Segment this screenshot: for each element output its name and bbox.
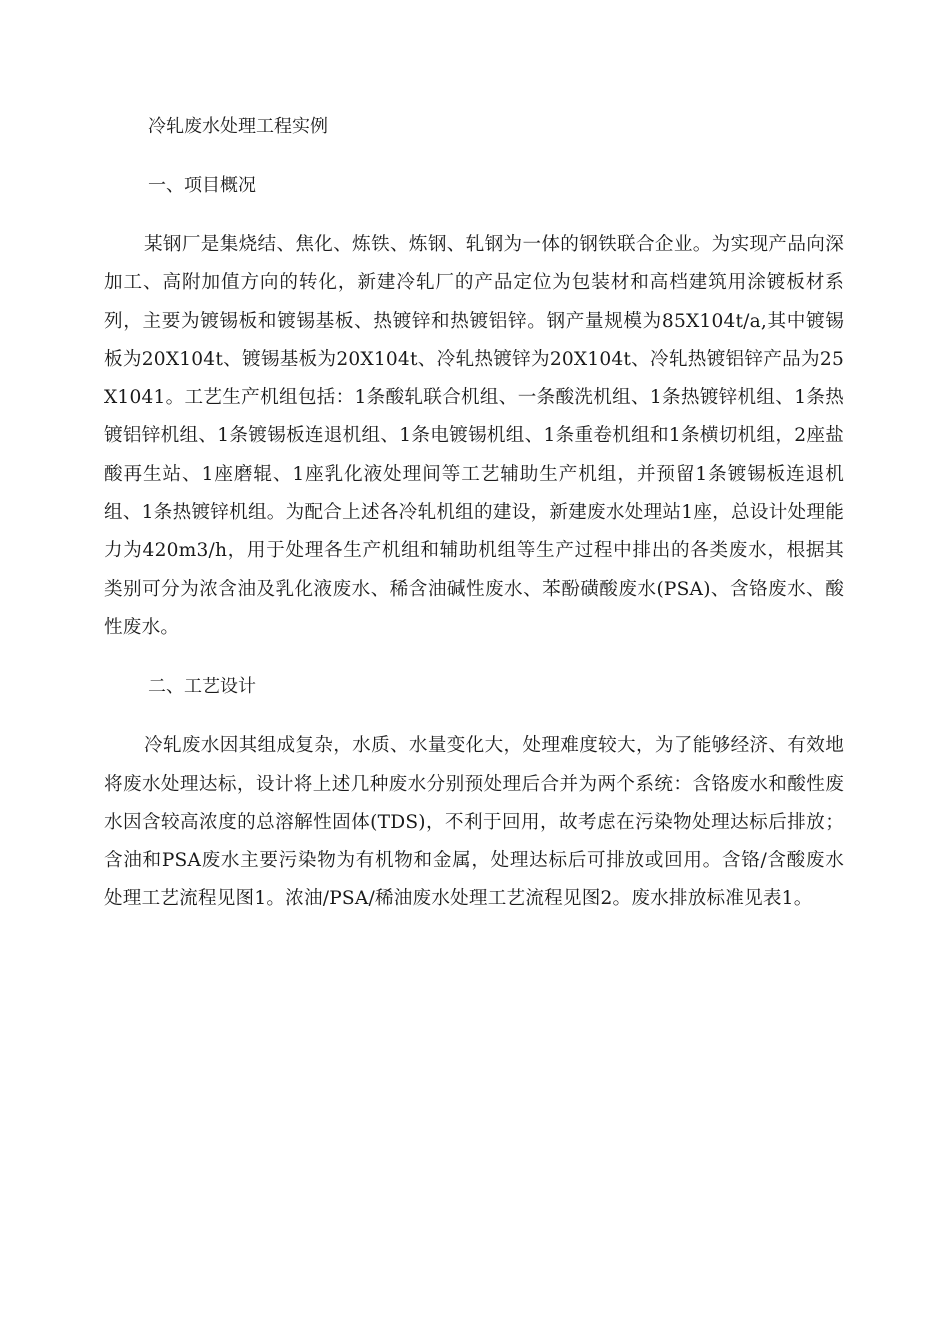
document-body (104, 108, 844, 940)
section-heading-process-design: 二、工艺设计 (148, 676, 256, 698)
section-paragraph-process-design: 冷轧废水因其组成复杂，水质、水量变化大，处理难度较大，为了能够经济、有效地将废水处理达标，设计将上述几种废水分别预处理后合并为两个系统：含铬废水和酸性废水因含较高浓度的总溶解性固体(TDS)，不利于回用，故考虑在污染物处理达标后排放；含油和PSA废水主要污染物为有机物和金属，处理达标后可排放或回用。含铬/含酸废水处理工艺流程见图1。浓油/PSA/稀油废水处理工艺流程见图2。废水排放标准见表1。 (104, 735, 844, 910)
section-heading-overview: 一、项目概况 (148, 175, 256, 196)
document-title: 冷轧废水处理工程实例 (148, 116, 328, 137)
section-paragraph-overview: 某钢厂是集烧结、焦化、炼铁、炼钢、轧钢为一体的钢铁联合企业。为实现产品向深加工、高附加值方向的转化，新建冷轧厂的产品定位为包装材和高档建筑用涂镀板材系列，主要为镀锡板和镀锡基板、热镀锌和热镀铝锌。钢产量规模为85X104t/a,其中镀锡板为20X104t、镀锡基板为20X104t、冷轧热镀锌为20X104t、冷轧热镀铝锌产品为25X1041。工艺生产机组包括：1条酸轧联合机组、一条酸洗机组、1条热镀锌机组、1条热镀铝锌机组、1条镀锡板连退机组、1条电镀锡机组、1条重卷机组和1条横切机组，2座盐酸再生站、1座磨辊、1座乳化液处理间等工艺辅助生产机组，并预留1条镀锡板连退机组、1条热镀锌机组。为配合上述各冷轧机组的建设，新建废水处理站1座，总设计处理能力为420m3/h，用于处理各生产机组和辅助机组等生产过程中排出的各类废水，根据其类别可分为浓含油及乳化液废水、稀含油碱性废水、苯酚磺酸废水(PSA)、含铬废水、酸性废水。 (104, 234, 844, 638)
